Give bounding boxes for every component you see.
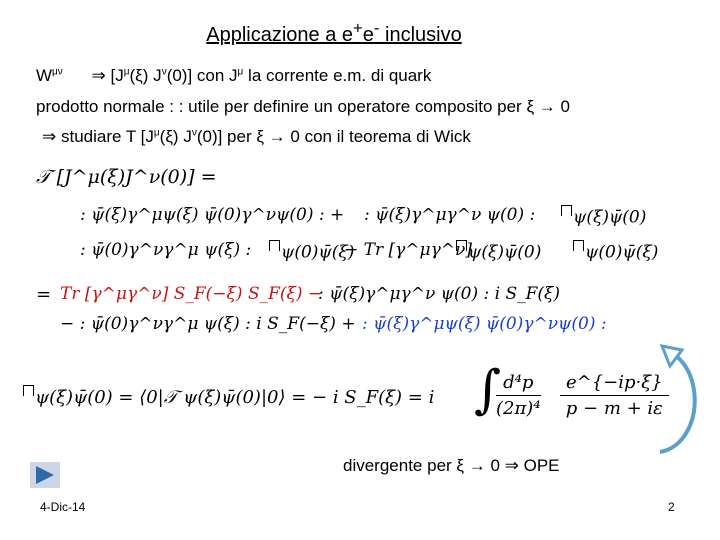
eq-row3-b: : ψ̄(ξ)γ^μγ^ν ψ(0) : i S_F(ξ) <box>318 284 561 304</box>
footer-date: 4-Dic-14 <box>40 500 86 514</box>
line1-xi: (ξ) J <box>129 66 162 85</box>
line3-c: (0)] per ξ → 0 con il teorema di Wick <box>196 127 471 146</box>
divergent-note: divergente per ξ → 0 ⇒ OPE <box>343 456 560 475</box>
w-sup: μν <box>52 66 63 78</box>
eq-row2-a: : ψ̄(0)γ^νγ^μ ψ(ξ) : <box>80 240 252 260</box>
eq-row1-b: : ψ̄(ξ)γ^μγ^ν ψ(0) : <box>364 205 536 225</box>
line1-mid: ⇒ [J <box>91 66 124 85</box>
contraction-3: ψ(ξ)ψ̄(0) <box>468 242 542 263</box>
eq-row1-c <box>560 205 646 228</box>
eq-lhs: 𝒯 [J^μ(ξ)J^ν(0)] = <box>36 166 217 188</box>
measure-num: d⁴p <box>496 372 541 396</box>
w-symbol: W <box>36 66 53 85</box>
propagator-lhs <box>22 385 434 408</box>
eq-row2-d <box>455 240 541 263</box>
propagator-fraction <box>560 372 669 419</box>
eq-row3-eq: = <box>36 284 52 305</box>
title-e2: e <box>362 23 374 46</box>
propagator-text: ψ(ξ)ψ̄(0) = ⟨0|𝒯 ψ(ξ)ψ̄(0)|0⟩ = − i S_F(ξ) = i <box>35 387 435 408</box>
line3-a: ⇒ studiare T [J <box>42 127 154 146</box>
play-icon <box>36 466 54 484</box>
mu-sup-2: μ <box>237 66 244 78</box>
contraction-box <box>269 240 280 251</box>
nu-sup: ν <box>161 66 167 78</box>
integral-measure <box>496 372 541 419</box>
line1-tail: la corrente e.m. di quark <box>243 66 432 85</box>
eq-row2-b <box>268 240 354 263</box>
exp-num: e^{−ip·ξ} <box>560 372 669 396</box>
line-study <box>42 127 471 147</box>
line-normal-product: prodotto normale : : utile per definire un operatore composito per ξ → 0 <box>36 97 570 116</box>
eq-row1-a: : ψ̄(ξ)γ^μψ(ξ) ψ̄(0)γ^νψ(0) : + <box>80 205 345 225</box>
line3-mu: μ <box>153 127 160 139</box>
mu-sup: μ <box>123 66 130 78</box>
line3-nu: ν <box>191 127 197 139</box>
curved-arrow-icon <box>654 340 704 460</box>
eq-row4-blue: : ψ̄(ξ)γ^μψ(ξ) ψ̄(0)γ^νψ(0) : <box>362 314 607 334</box>
slide-title <box>0 18 720 47</box>
line1-end: (0)] con J <box>166 66 238 85</box>
contraction-1: ψ(ξ)ψ̄(0) <box>573 207 647 228</box>
contraction-box <box>561 205 572 216</box>
line3-b: (ξ) J <box>159 127 192 146</box>
line-w-mu-nu <box>36 66 431 86</box>
play-button[interactable] <box>30 462 60 488</box>
contraction-box <box>23 385 34 396</box>
eq-row4-a: − : ψ̄(0)γ^νγ^μ ψ(ξ) : i S_F(−ξ) + <box>60 314 356 334</box>
contraction-4: ψ(0)ψ̄(ξ) <box>585 242 659 263</box>
integral-sign: ∫ <box>474 360 502 420</box>
contraction-box <box>573 240 584 251</box>
exp-den: p − m + iε <box>565 398 663 419</box>
title-part2: inclusivo <box>379 23 462 46</box>
eq-row3-red: Tr [γ^μγ^ν] S_F(−ξ) S_F(ξ) − <box>60 284 323 304</box>
eq-row2-e <box>572 240 658 263</box>
eq-row2-c: − Tr [γ^μγ^ν] <box>344 240 472 260</box>
title-minus: - <box>373 18 380 37</box>
page-number: 2 <box>668 500 675 514</box>
contraction-2: ψ(0)ψ̄(ξ) <box>281 242 355 263</box>
title-plus: + <box>353 18 363 37</box>
measure-den: (2π)⁴ <box>496 398 541 419</box>
title-part1: Applicazione a e <box>206 23 354 46</box>
contraction-box <box>456 240 467 251</box>
